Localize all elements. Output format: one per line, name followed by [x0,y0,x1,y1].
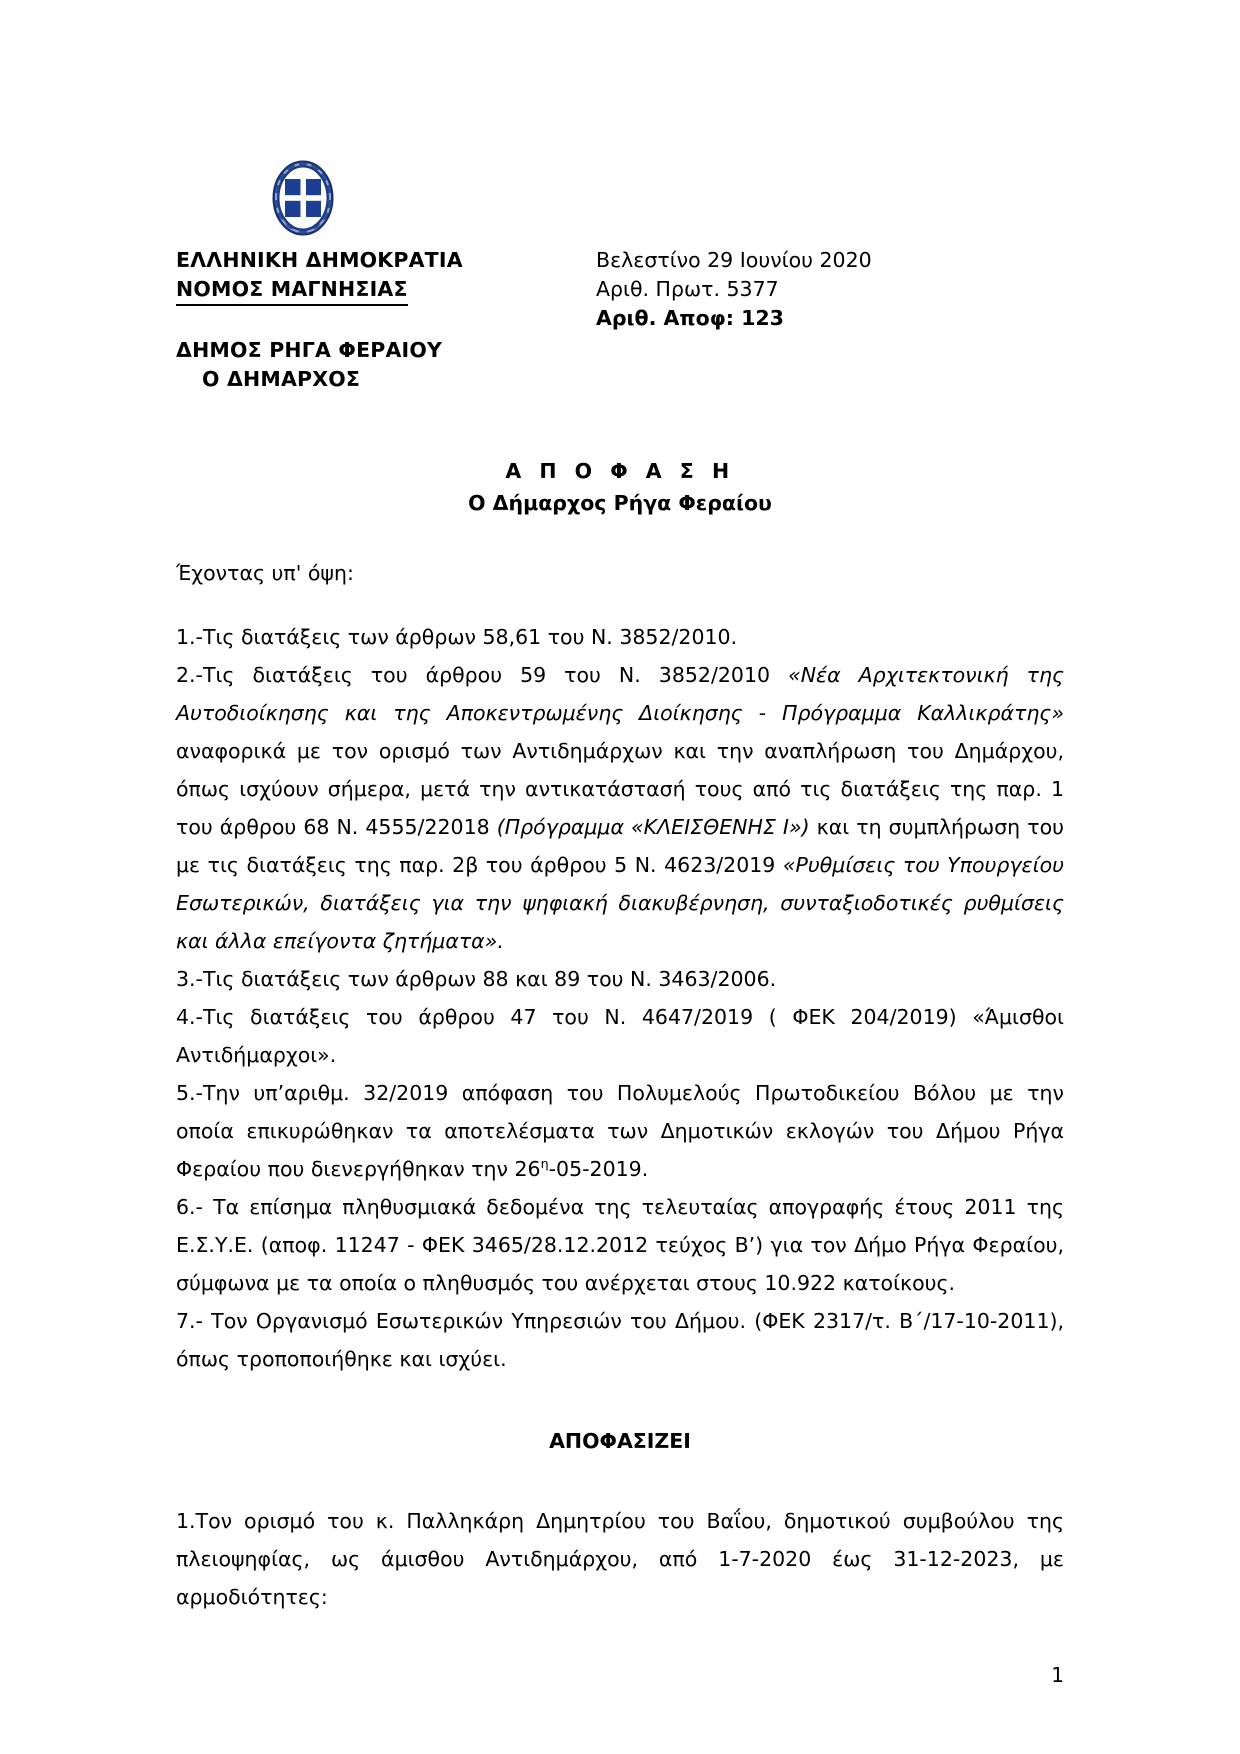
protocol-number: Αριθ. Πρωτ. 5377 [596,277,779,301]
clause-item-2 [176,656,1064,960]
clause-item-3: 3.-Τις διατάξεις των άρθρων 88 και 89 του Ν. 3463/2006. [176,967,777,991]
clause-item-4: 4.-Τις διατάξεις του άρθρου 47 του Ν. 4647/2019 ( ΦΕΚ 204/2019) «Άμισθοι Αντιδήμαρχοι». [176,1005,1064,1067]
page-subtitle: Ο Δήμαρχος Ρήγα Φεραίου [468,491,772,515]
clause-5-text-before: 5.-Την υπ’αριθμ. 32/2019 απόφαση του Πολυμελούς Πρωτοδικείου Βόλου με την οποία επικυρώθηκαν τα αποτελέσματα των Δημοτικών εκλογών του Δήμου Ρήγα Φεραίου που διενεργήθηκαν την 26 [176,1081,1064,1181]
clause-item-1: 1.-Τις διατάξεις των άρθρων 58,61 του Ν. 3852/2010. [176,625,738,649]
letterhead [176,158,1064,394]
greek-republic-emblem [270,158,336,238]
decides-heading: ΑΠΟΦΑΣΙΖΕΙ [549,1429,691,1453]
document-meta-block [576,246,1064,333]
place-date: Βελεστίνο 29 Ιουνίου 2020 [596,248,872,272]
clause-5-text-after: -05-2019. [548,1157,649,1181]
clause-2-quote-kallikratis: «Νέα Αρχιτεκτονική της Αυτοδιοίκησης και της Αποκεντρωμένης Διοίκησης - Πρόγραμμα Καλλικράτης» [176,663,1064,725]
clause-2-text-part-2: αναφορικά με τον ορισμό των Αντιδημάρχων και την αναπλήρωση του Δημάρχου, όπως ισχύουν σήμερα, μετά την αντικατάστασή τους από τις διατάξεις της παρ. 1 του άρθρου 68 Ν. 4555/22018 [176,739,1064,839]
clause-2-text-part-1: 2.-Τις διατάξεις του άρθρου 59 του Ν. 3852/2010 [176,663,789,687]
appointment-paragraph: 1.Τον ορισμό του κ. Παλληκάρη Δημητρίου του Βαΐου, δημοτικού συμβούλου της πλειοψηφίας, ως άμισθου Αντιδημάρχου, από 1-7-2020 έως 31-12-2023, με αρμοδιότητες: [176,1509,1064,1609]
clause-5-ordinal-suffix: η [540,1156,549,1172]
decision-number: Αριθ. Αποφ: 123 [596,306,784,330]
clause-item-7: 7.- Τον Οργανισμό Εσωτερικών Υπηρεσιών του Δήμου. (ΦΕΚ 2317/τ. Β΄/17-10-2011), όπως τροποποιήθηκε και ισχύει. [176,1309,1064,1371]
clause-2-quote-interior-ministry: «Ρυθμίσεις του Υπουργείου Εσωτερικών, διατάξεις για την ψηφιακή διακυβέρνηση, συνταξιοδοτικές ρυθμίσεις και άλλα επείγοντα ζητήματα». [176,853,1064,953]
clause-item-6: 6.- Τα επίσημα πληθυσμιακά δεδομένα της τελευταίας απογραφής έτους 2011 της Ε.Σ.Υ.Ε. (αποφ. 11247 - ΦΕΚ 3465/28.12.2012 τεύχος Β’) για τον Δήμο Ρήγα Φεραίου, σύμφωνα με τα οποία ο πληθυσμός του ανέρχεται στους 10.922 κατοίκους. [176,1195,1064,1295]
organization-block [176,246,576,394]
org-line-republic: ΕΛΛΗΝΙΚΗ ΔΗΜΟΚΡΑΤΙΑ [176,248,463,272]
document-body [176,554,1064,1616]
page-number: 1 [1051,1663,1064,1687]
page-title: Α Π Ο Φ Α Σ Η [505,459,735,483]
org-line-prefecture: ΝΟΜΟΣ ΜΑΓΝΗΣΙΑΣ [176,275,408,306]
org-spacer [176,306,576,336]
intro-line: Έχοντας υπ' όψη: [176,561,354,585]
title-block [176,456,1064,518]
org-line-mayor: Ο ΔΗΜΑΡΧΟΣ [202,367,361,391]
clause-2-quote-kleisthenis: (Πρόγραμμα «ΚΛΕΙΣΘΕΝΗΣ Ι») [496,815,810,839]
org-line-municipality: ΔΗΜΟΣ ΡΗΓΑ ΦΕΡΑΙΟΥ [176,338,443,362]
clause-2-text-part-3: και τη συμπλήρωση του με τις διατάξεις της παρ. 2β του άρθρου 5 Ν. 4623/2019 [176,815,1064,877]
clause-item-5 [176,1074,1064,1188]
